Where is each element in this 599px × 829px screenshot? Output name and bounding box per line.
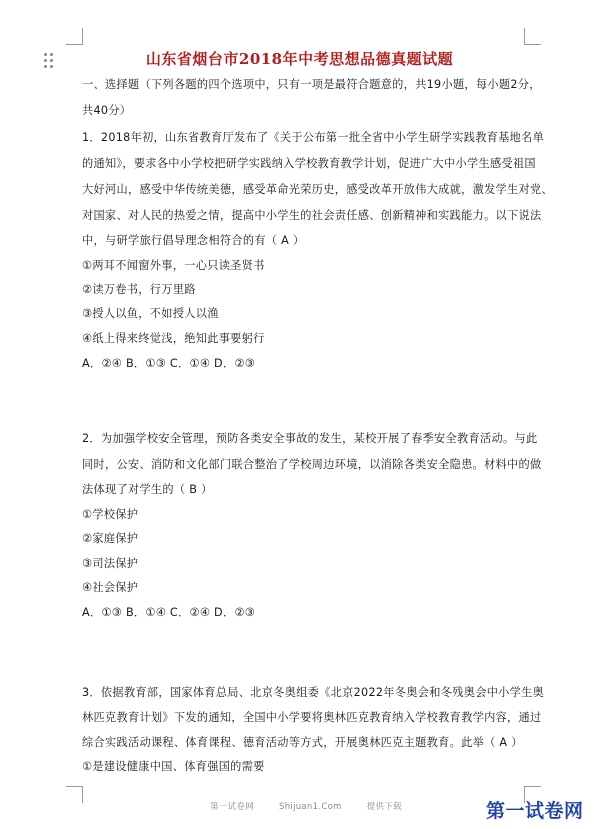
q1-stem-1: 1．2018年初，山东省教育厅发布了《关于公布第一批全省中小学生研学实践教育基地名单 xyxy=(82,131,545,144)
q1-opt-3: ③授人以鱼，不如授人以渔 xyxy=(82,307,219,320)
q1-opt-1: ①两耳不闻窗外事，一心只读圣贤书 xyxy=(82,259,265,272)
q2-opt-2: ②家庭保护 xyxy=(82,532,139,545)
page-title: 山东省烟台市2018年中考思想品德真题试题 xyxy=(145,50,454,68)
q3-stem-1: 3．依据教育部，国家体育总局、北京冬奥组委《北京2022年冬奥会和冬残奥会中小学生奥 xyxy=(82,686,545,699)
q2-choices: A．①③ B．①④ C．②④ D．②③ xyxy=(82,606,256,619)
q2-stem-1: 2．为加强学校安全管理，预防各类安全事故的发生，某校开展了春季安全教育活动。与此 xyxy=(82,432,538,445)
footer-site-name: 第一试卷网 xyxy=(210,802,255,812)
q2-opt-1: ①学校保护 xyxy=(82,508,139,521)
section-intro-1: 一、选择题（下列各题的四个选项中，只有一项是最符合题意的，共19小题，每小题2分， xyxy=(82,78,541,91)
q1-opt-2: ②读万卷书，行万里路 xyxy=(82,283,196,296)
q1-opt-4: ④纸上得来终觉浅，绝知此事要躬行 xyxy=(82,332,265,345)
section-intro-2: 共40分） xyxy=(82,104,132,117)
q3-stem-3: 综合实践活动课程、体育课程、德育活动等方式，开展奥林匹克主题教育。此举（ A ） xyxy=(82,736,523,749)
margin-corner-bottom-left xyxy=(66,786,83,803)
q2-stem-3: 法体现了对学生的（ B ） xyxy=(82,483,213,496)
q1-stem-3: 大好河山，感受中华传统美德，感受革命光荣历史，感受改革开放伟大成就，激发学生对党、 xyxy=(82,183,553,196)
q1-stem-5: 中，与研学旅行倡导理念相符合的有（ A ） xyxy=(82,234,305,247)
q1-choices: A．②④ B．①③ C．①④ D．②③ xyxy=(82,357,256,370)
q2-opt-3: ③司法保护 xyxy=(82,557,139,570)
q2-opt-4: ④社会保护 xyxy=(82,581,139,594)
margin-corner-top-right xyxy=(524,28,541,45)
margin-corner-top-left xyxy=(66,28,83,45)
q2-stem-2: 同时，公安、消防和文化部门联合整治了学校周边环境，以消除各类安全隐患。材料中的做 xyxy=(82,458,542,471)
q3-opt-1: ①是建设健康中国、体育强国的需要 xyxy=(82,760,265,773)
q1-stem-2: 的通知》，要求各中小学校把研学实践纳入学校教育教学计划，促进广大中小学生感受祖国 xyxy=(82,157,536,170)
watermark-logo: 第一试卷网 xyxy=(486,800,584,822)
q1-stem-4: 对国家、对人民的热爱之情，提高中小学生的社会责任感、创新精神和实践能力。以下说法 xyxy=(82,209,542,222)
footer-download-note: 提供下载 xyxy=(366,802,402,812)
q3-stem-2: 林匹克教育计划》下发的通知，全国中小学要将奥林匹克教育纳入学校教育教学内容，通过 xyxy=(82,711,542,724)
footer-site-url: Shijuan1.Com xyxy=(279,802,342,812)
page-footer xyxy=(210,800,410,812)
